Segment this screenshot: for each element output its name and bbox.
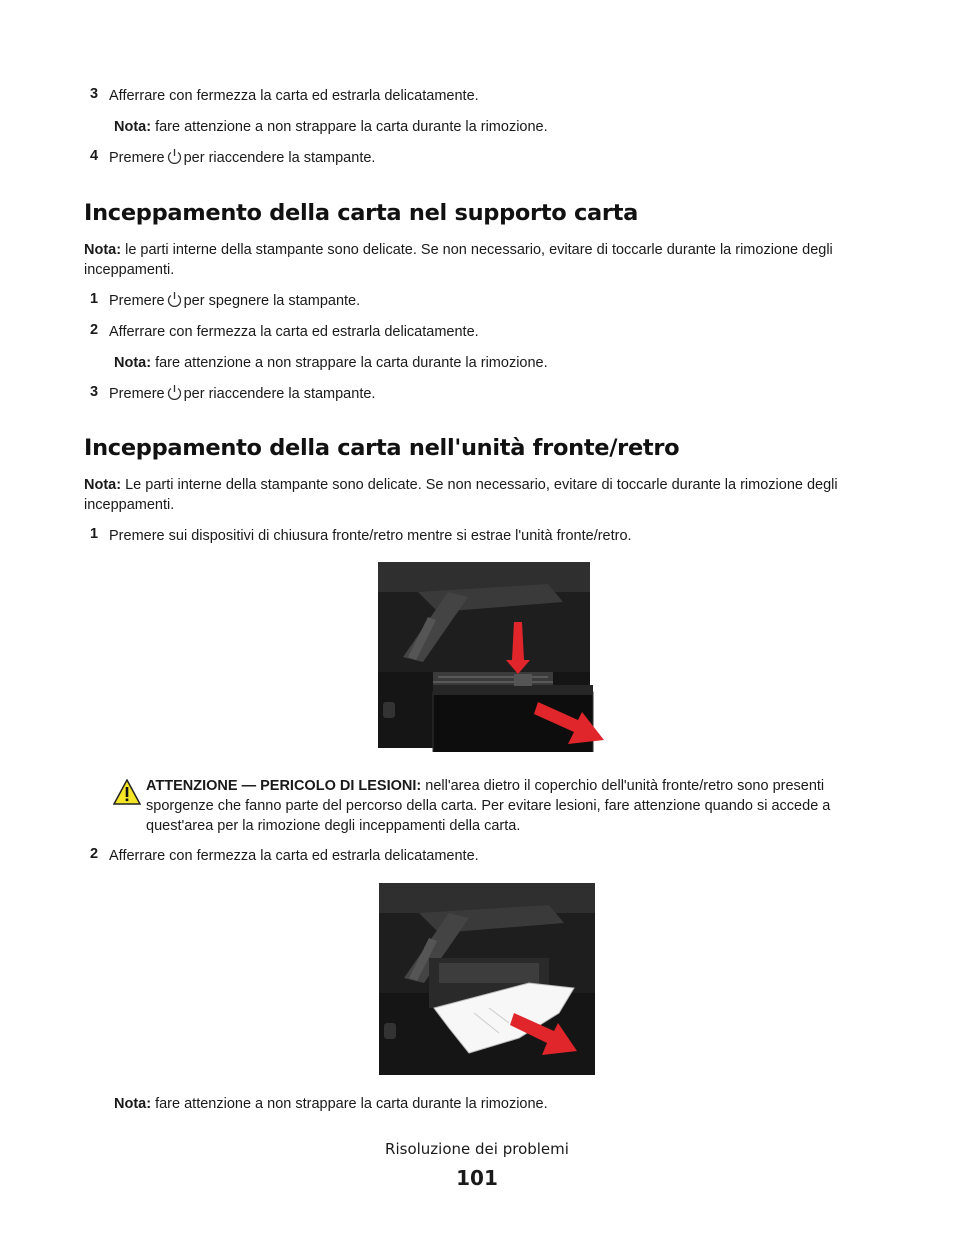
step-text: Premere sui dispositivi di chiusura fronte/retro mentre si estrae l'unità fronte/retro. (109, 528, 632, 544)
note-text: fare attenzione a non strappare la carta durante la rimozione. (155, 1096, 548, 1112)
power-icon (167, 148, 182, 171)
note-text: Le parti interne della stampante sono delicate. Se non necessario, evitare di toccarle durante la rimozione degli inceppamenti. (84, 477, 838, 513)
note (114, 353, 548, 373)
step-text: Afferrare con fermezza la carta ed estrarla delicatamente. (109, 848, 479, 864)
caution-text (146, 776, 876, 836)
page-number: 101 (456, 1166, 498, 1190)
note-label: Nota: (84, 242, 122, 258)
note (84, 475, 884, 515)
step-number: 3 (90, 384, 99, 400)
note-text: le parti interne della stampante sono delicate. Se non necessario, evitare di toccarle durante la rimozione degli inceppamenti. (84, 242, 833, 278)
warning-triangle-icon (113, 779, 141, 805)
note-label: Nota: (114, 119, 152, 135)
step-number: 4 (90, 148, 99, 164)
paper-removal-illustration (379, 883, 597, 1075)
footer-section: Risoluzione dei problemi (385, 1140, 569, 1158)
note-label: Nota: (114, 355, 152, 371)
note-text: fare attenzione a non strappare la carta durante la rimozione. (155, 119, 548, 135)
note-label: Nota: (114, 1096, 152, 1112)
step-number: 1 (90, 291, 99, 307)
step-number: 1 (90, 526, 99, 542)
step-text: Premere per spegnere la stampante. (109, 291, 360, 314)
duplex-removal-illustration (378, 562, 606, 752)
section-title: Inceppamento della carta nell'unità fronte/retro (84, 435, 680, 461)
step-text: Premere per riaccendere la stampante. (109, 148, 375, 171)
step-number: 2 (90, 846, 99, 862)
note (114, 1094, 548, 1114)
section-title: Inceppamento della carta nel supporto carta (84, 200, 639, 226)
step-number: 3 (90, 86, 99, 102)
power-icon (167, 291, 182, 314)
note-text: fare attenzione a non strappare la carta durante la rimozione. (155, 355, 548, 371)
note (114, 117, 548, 137)
caution-label: ATTENZIONE — PERICOLO DI LESIONI: (146, 778, 422, 794)
note-label: Nota: (84, 477, 122, 493)
power-icon (167, 384, 182, 407)
note (84, 240, 884, 280)
caution-body: nell'area dietro il coperchio dell'unità fronte/retro sono presenti sporgenze che fanno parte del percorso della carta. Per evitare lesioni, fare attenzione quando si accede a quest'area per la rimozione degli inceppamenti della carta. (146, 778, 831, 834)
step-text: Afferrare con fermezza la carta ed estrarla delicatamente. (109, 324, 479, 340)
step-text: Premere per riaccendere la stampante. (109, 384, 375, 407)
step-text: Afferrare con fermezza la carta ed estrarla delicatamente. (109, 88, 479, 104)
step-number: 2 (90, 322, 99, 338)
